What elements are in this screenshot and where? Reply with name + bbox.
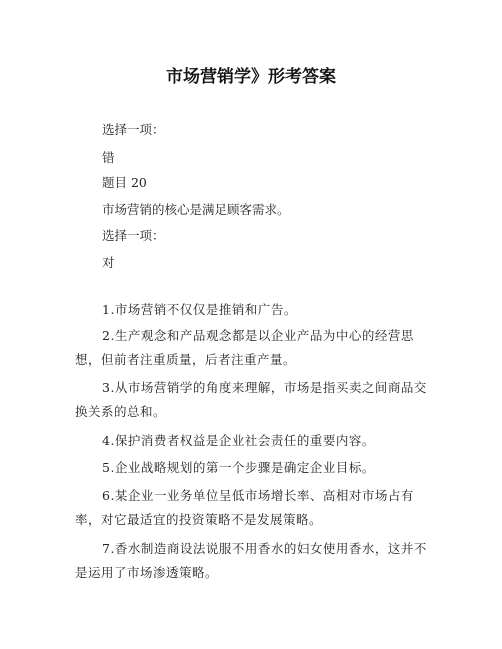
option-prompt: 选择一项： xyxy=(102,122,165,137)
list-item: 1.市场营销不仅仅是推销和广告。 xyxy=(102,302,297,317)
question-text: 市场营销的核心是满足顾客需求。 xyxy=(102,202,290,217)
list-item: 2.生产观念和产品观念都是以企业产品为中心的经营思想，但前者注重质量，后者注重产量。 xyxy=(75,328,414,367)
list-item: 5.企业战略规划的第一个步骤是确定企业目标。 xyxy=(102,460,375,475)
list-item: 3.从市场营销学的角度来理解，市场是指买卖之间商品交换关系的总和。 xyxy=(75,380,427,419)
question-number: 题目 20 xyxy=(102,175,147,190)
list-item: 7.香水制造商设法说服不用香水的妇女使用香水，这并不是运用了市场渗透策略。 xyxy=(75,541,427,580)
document-title: 市场营销学》形考答案 xyxy=(166,67,336,87)
list-item: 4.保护消费者权益是企业社会责任的重要内容。 xyxy=(102,433,375,448)
answer-text: 对 xyxy=(102,255,115,270)
answer-text: 错 xyxy=(102,150,115,165)
option-prompt: 选择一项： xyxy=(102,228,165,243)
list-item: 6.某企业一业务单位呈低市场增长率、高相对市场占有率，对它最适宜的投资策略不是发展策略。 xyxy=(75,488,414,527)
